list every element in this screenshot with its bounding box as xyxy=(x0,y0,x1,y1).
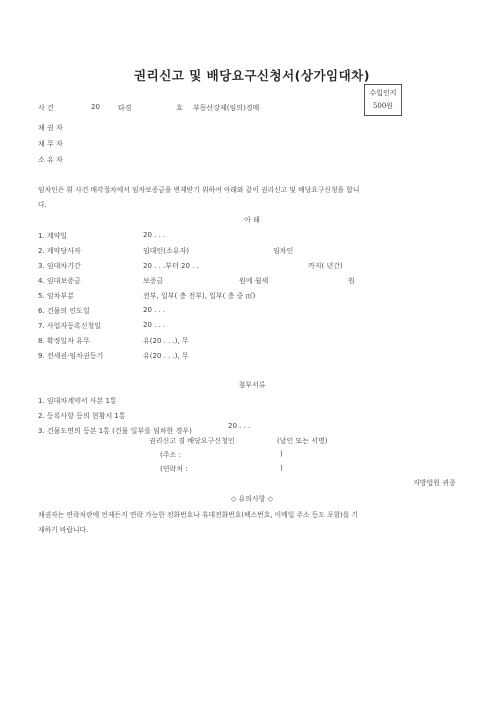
item-label: 5. 임차부분 xyxy=(38,292,74,300)
item-value: 20 . . . xyxy=(143,306,166,314)
stamp-label: 수입인지 xyxy=(369,89,397,97)
intro-line-2: 다. xyxy=(38,201,47,209)
item-value: 20 . . .부터 20 . . xyxy=(143,262,199,270)
notice-line-1: 채권자는 연락처란에 언제든지 연락 가능한 전화번호나 휴대전화번호(팩스번호, 이메일 주소 등도 포함)를 기 xyxy=(38,511,359,519)
party-debtor: 채 무 자 xyxy=(38,140,63,148)
item-label: 7. 사업자등록신청일 xyxy=(38,322,101,330)
case-number-suffix: 호 xyxy=(176,104,183,112)
item-value: 유(20 . . .), 무 xyxy=(143,337,189,345)
intro-line-1: 임차인은 위 사건 매각절차에서 임차보증금을 변제받기 위하여 아래와 같이 권리신고 및 배당요구신청을 합니 xyxy=(38,186,360,194)
phone-label: (연락처 : xyxy=(160,465,188,473)
stamp-amount: 500원 xyxy=(372,102,394,110)
court-name: 지방법원 귀중 xyxy=(413,479,456,487)
filing-date: 20 . . . xyxy=(228,422,251,430)
item-extra: 임차인 xyxy=(273,247,294,255)
notice-heading: ◇ 유의사항 ◇ xyxy=(230,495,274,503)
party-owner: 소 유 자 xyxy=(38,156,63,164)
item-extra-2: 원 xyxy=(348,277,355,285)
case-type: 타경 xyxy=(118,104,132,112)
phone-close: ) xyxy=(280,464,283,472)
item-value: 보증금 xyxy=(143,277,164,285)
item-label: 1. 계약일 xyxy=(38,232,68,240)
revenue-stamp-box xyxy=(364,84,402,116)
attachment-item: 3. 건물도면의 등본 1통 (건물 일부를 임차한 경우) xyxy=(38,427,192,435)
item-value: 20 . . . xyxy=(143,231,166,239)
item-value: 임대인(소유자) xyxy=(143,247,190,255)
below-heading: 아 래 xyxy=(244,216,260,224)
case-label: 사 건 xyxy=(38,104,54,112)
attachment-item: 1. 임대차계약서 사본 1통 xyxy=(38,397,117,405)
address-close: ) xyxy=(280,450,283,458)
case-auction-type: 부동산강제(임의)경매 xyxy=(193,104,260,112)
item-value: 전부, 일부( 층 전부), 일부( 층 중 ㎡) xyxy=(143,292,256,300)
item-label: 8. 확정일자 유무 xyxy=(38,337,90,345)
item-label: 2. 계약당사자 xyxy=(38,247,81,255)
signer-note: (날인 또는 서명) xyxy=(277,437,328,445)
item-label: 3. 임대차기간 xyxy=(38,262,81,270)
item-label: 9. 전세권·임차권등기 xyxy=(38,352,104,360)
document-title: 권리신고 및 배당요구신청서(상가임대차) xyxy=(134,68,370,83)
attachments-heading: 첨부서류 xyxy=(238,381,266,389)
item-label: 6. 건물의 인도일 xyxy=(38,307,90,315)
address-label: (주소 : xyxy=(160,451,181,459)
party-creditor: 채 권 자 xyxy=(38,124,63,132)
item-extra: 원에 월세 xyxy=(239,277,269,285)
item-extra: 까지( 년간) xyxy=(308,262,343,270)
item-label: 4. 임대보증금 xyxy=(38,277,81,285)
item-value: 20 . . . xyxy=(143,321,166,329)
case-year: 20 xyxy=(91,103,100,111)
notice-line-2: 재하기 바랍니다. xyxy=(38,526,89,534)
signer-label: 권리신고 겸 배당요구신청인 xyxy=(149,437,235,445)
item-value: 유(20 . . .), 무 xyxy=(143,352,189,360)
attachment-item: 2. 등록사항 등의 현황서 1통 xyxy=(38,412,126,420)
